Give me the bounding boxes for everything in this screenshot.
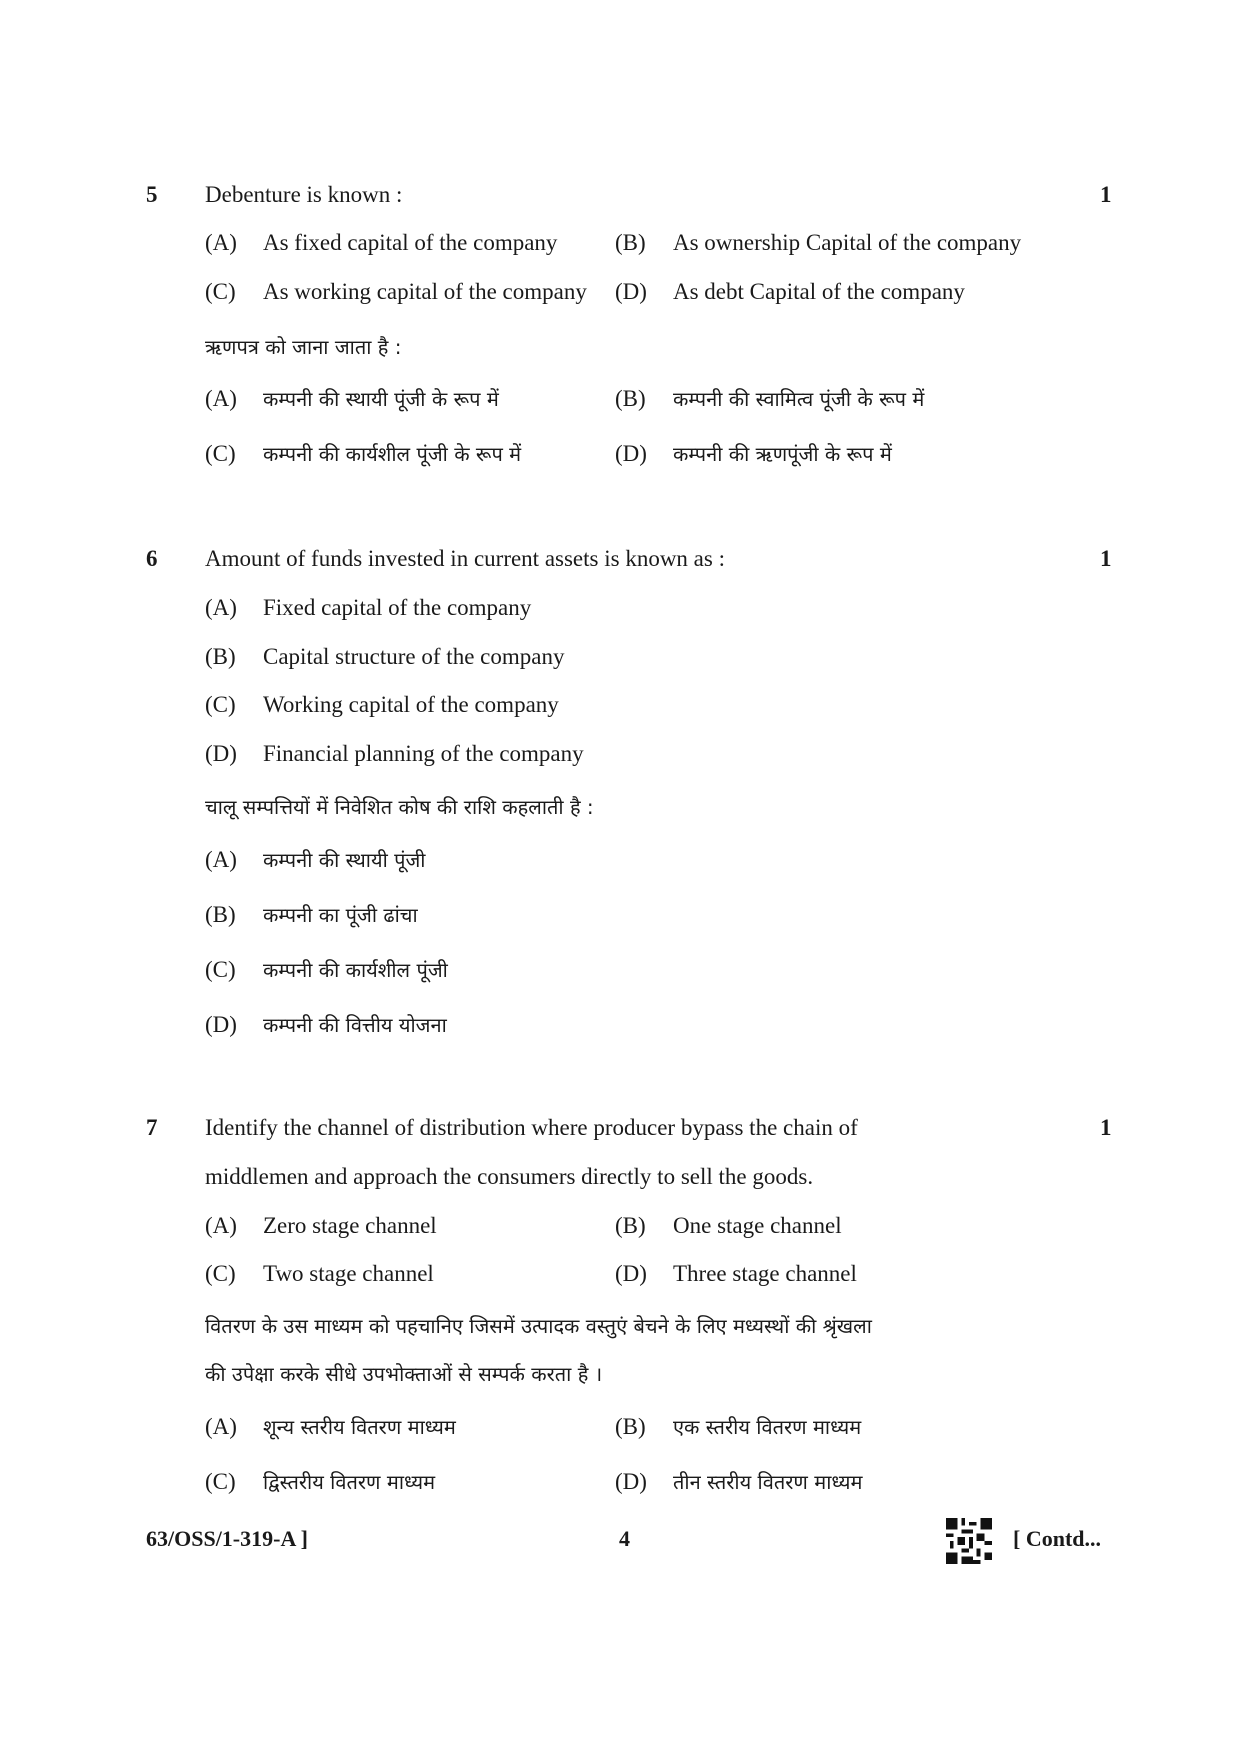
option-text: शून्य स्तरीय वितरण माध्यम	[263, 1415, 456, 1439]
question-stem: Debenture is known :	[205, 182, 403, 207]
question-stem: Amount of funds invested in current assets is known as :	[205, 546, 725, 571]
option-label: (D)	[615, 441, 647, 466]
option-label: (C)	[205, 441, 236, 466]
question-stem-hindi: चालू सम्पत्तियों में निवेशित कोष की राशि कहलाती है :	[205, 795, 594, 819]
option-c-hindi	[205, 956, 448, 983]
option-label: (B)	[205, 644, 236, 669]
option-label: (B)	[615, 230, 646, 255]
paper-code: 63/OSS/1-319-A ]	[146, 1526, 308, 1551]
option-text: Three stage channel	[673, 1261, 857, 1286]
option-label: (D)	[205, 1012, 237, 1037]
option-text: कम्पनी की ऋणपूंजी के रूप में	[673, 442, 892, 466]
option-text: कम्पनी की स्वामित्व पूंजी के रूप में	[673, 387, 925, 411]
option-text: एक स्तरीय वितरण माध्यम	[673, 1415, 862, 1439]
option-label: (C)	[205, 1261, 236, 1286]
option-d-hindi	[615, 1468, 862, 1495]
option-c	[205, 1261, 434, 1287]
option-label: (C)	[205, 1469, 236, 1494]
option-a	[205, 230, 557, 256]
option-text: As ownership Capital of the company	[673, 230, 1022, 255]
page-number: 4	[619, 1526, 630, 1551]
option-text: As fixed capital of the company	[263, 230, 558, 255]
option-label: (C)	[205, 279, 236, 304]
option-text: Zero stage channel	[263, 1213, 437, 1238]
option-a	[205, 595, 531, 621]
option-label: (A)	[205, 230, 237, 255]
option-label: (D)	[615, 279, 647, 304]
question-marks: 1	[1100, 546, 1112, 571]
contd-label: [ Contd...	[1013, 1526, 1102, 1551]
option-text: As working capital of the company	[263, 279, 587, 304]
option-text: One stage channel	[673, 1213, 842, 1238]
question-stem-hindi-line-2: की उपेक्षा करके सीधे उपभोक्ताओं से सम्पर्क करता है ।	[205, 1362, 603, 1386]
option-label: (A)	[205, 847, 237, 872]
option-label: (A)	[205, 1414, 237, 1439]
option-text: कम्पनी की वित्तीय योजना	[263, 1013, 447, 1037]
option-text: कम्पनी की स्थायी पूंजी	[263, 848, 426, 872]
question-number: 7	[146, 1115, 158, 1140]
option-text: कम्पनी का पूंजी ढांचा	[263, 903, 418, 927]
option-label: (A)	[205, 595, 237, 620]
option-a	[205, 1213, 437, 1239]
question-marks: 1	[1100, 182, 1112, 207]
option-text: कम्पनी की कार्यशील पूंजी के रूप में	[263, 442, 522, 466]
option-text: कम्पनी की कार्यशील पूंजी	[263, 958, 448, 982]
option-text: द्विस्तरीय वितरण माध्यम	[263, 1470, 436, 1494]
option-d-hindi	[205, 1011, 447, 1038]
option-text: Financial planning of the company	[263, 741, 584, 766]
option-label: (D)	[205, 741, 237, 766]
option-b-hindi	[615, 1413, 861, 1440]
option-a-hindi	[205, 846, 426, 873]
option-d	[615, 1261, 857, 1287]
option-label: (D)	[615, 1469, 647, 1494]
option-label: (C)	[205, 692, 236, 717]
question-marks: 1	[1100, 1115, 1112, 1140]
question-number: 5	[146, 182, 158, 207]
option-label: (B)	[615, 1213, 646, 1238]
question-stem-line-2: middlemen and approach the consumers directly to sell the goods.	[205, 1164, 814, 1189]
option-label: (B)	[615, 1414, 646, 1439]
option-c-hindi	[205, 440, 521, 467]
option-text: Capital structure of the company	[263, 644, 565, 669]
option-text: Fixed capital of the company	[263, 595, 532, 620]
option-label: (D)	[615, 1261, 647, 1286]
option-c	[205, 692, 559, 718]
option-label: (A)	[205, 386, 237, 411]
option-a-hindi	[205, 385, 499, 412]
option-b	[205, 644, 564, 670]
question-stem-hindi-line-1: वितरण के उस माध्यम को पहचानिए जिसमें उत्पादक वस्तुएं बेचने के लिए मध्यस्थों की श्रृंखला	[205, 1314, 872, 1338]
option-d	[205, 741, 584, 767]
option-label: (B)	[615, 386, 646, 411]
option-text: Two stage channel	[263, 1261, 434, 1286]
option-text: तीन स्तरीय वितरण माध्यम	[673, 1470, 863, 1494]
question-number: 6	[146, 546, 158, 571]
option-text: Working capital of the company	[263, 692, 559, 717]
qr-code-icon	[946, 1518, 992, 1564]
option-c-hindi	[205, 1468, 435, 1495]
option-label: (C)	[205, 957, 236, 982]
option-label: (A)	[205, 1213, 237, 1238]
option-d-hindi	[615, 440, 892, 467]
option-label: (B)	[205, 902, 236, 927]
option-b-hindi	[205, 901, 418, 928]
option-b-hindi	[615, 385, 924, 412]
question-stem-line-1: Identify the channel of distribution where producer bypass the chain of	[205, 1115, 858, 1140]
option-b	[615, 1213, 842, 1239]
option-text: As debt Capital of the company	[673, 279, 965, 304]
option-a-hindi	[205, 1413, 456, 1440]
question-stem-hindi: ऋणपत्र को जाना जाता है :	[205, 335, 402, 359]
option-d	[615, 279, 965, 305]
option-b	[615, 230, 1021, 256]
option-c	[205, 279, 587, 305]
option-text: कम्पनी की स्थायी पूंजी के रूप में	[263, 387, 499, 411]
